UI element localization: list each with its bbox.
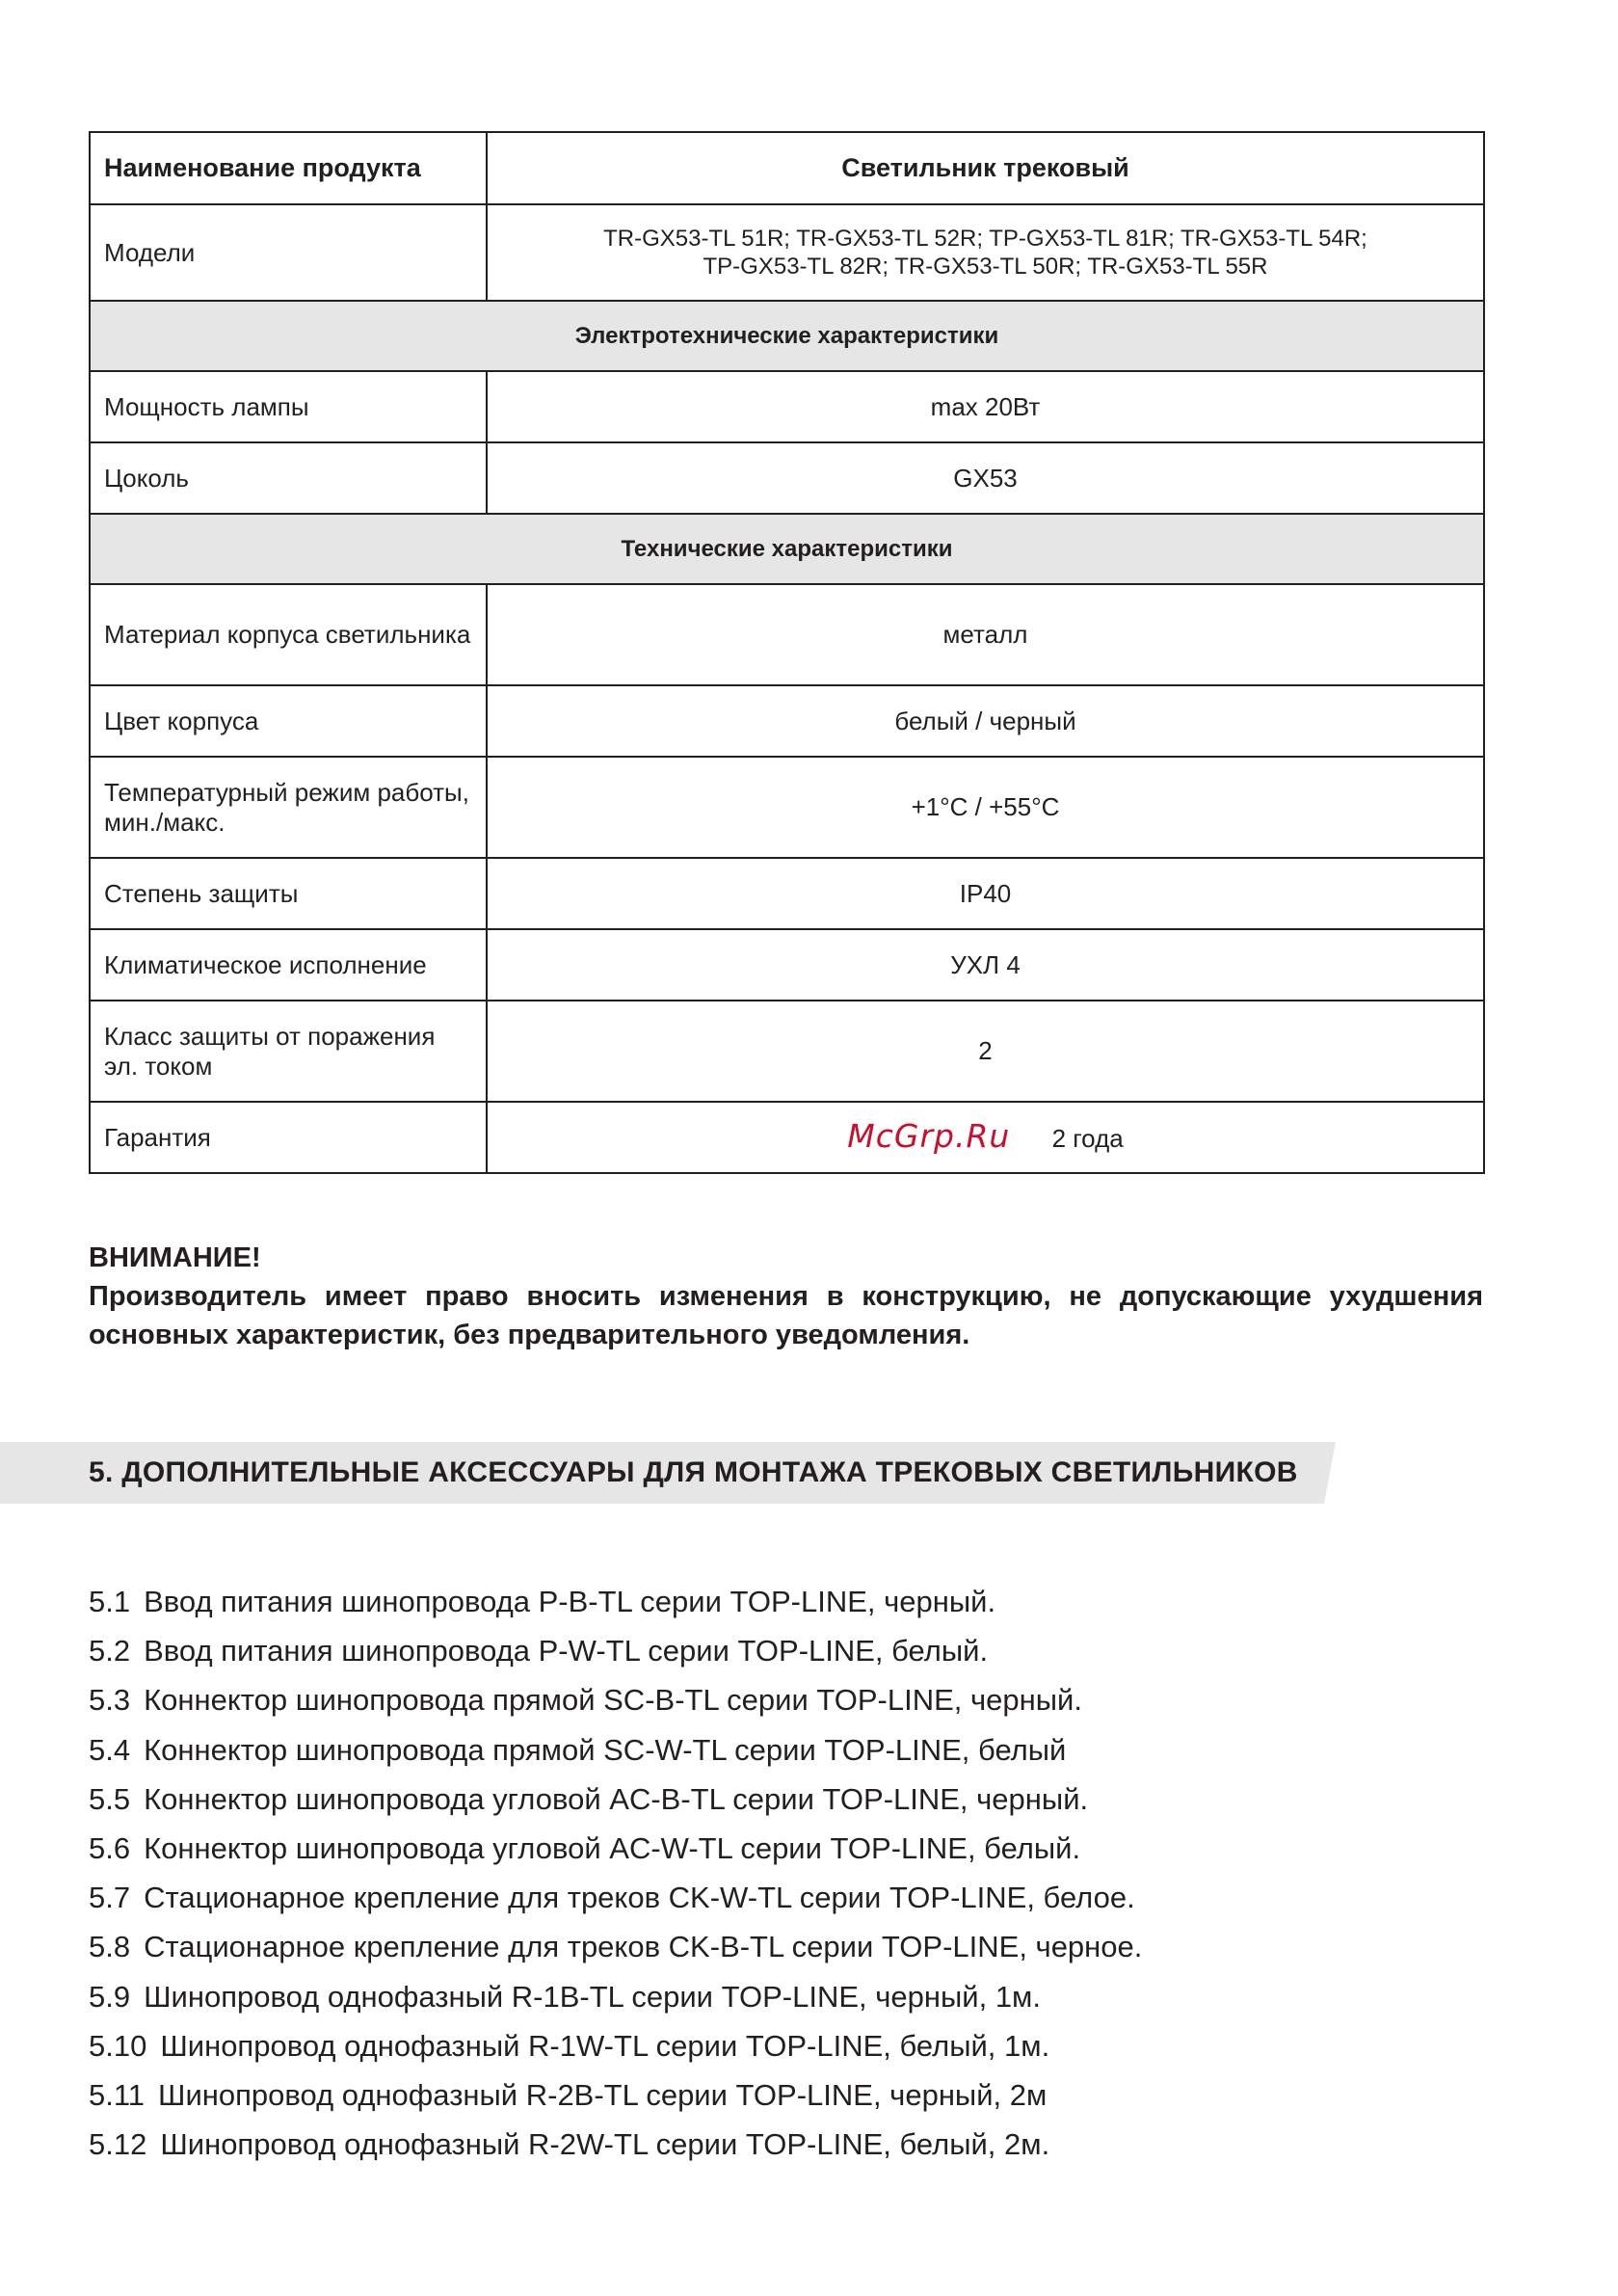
- warranty-label: Гарантия: [90, 1102, 487, 1173]
- table-row: [90, 442, 1484, 514]
- temperature-label: Температурный режим работы, мин./макс.: [90, 757, 487, 858]
- notice-text: Производитель имеет право вносить изменения в конструкцию, не допускающие ухудшения основных характеристик, без предварительного уведомления.: [89, 1281, 1483, 1350]
- table-row: [90, 1001, 1484, 1102]
- accessories-list: [89, 1577, 1142, 2169]
- models-label: Модели: [90, 204, 487, 301]
- models-line-2: TP-GX53-TL 82R; TR-GX53-TL 50R; TR-GX53-TL 55R: [703, 254, 1268, 280]
- list-item: [89, 1675, 1142, 1724]
- socket-label: Цоколь: [90, 442, 487, 514]
- item-text: Шинопровод однофазный R-1B-TL серии TOP-LINE, черный, 1м.: [144, 1979, 1041, 2014]
- item-text: Стационарное крепление для треков CK-W-TL серии TOP-LINE, белое.: [144, 1881, 1135, 1915]
- product-name-value: Светильник трековый: [487, 132, 1484, 204]
- protection-label: Степень защиты: [90, 858, 487, 929]
- item-number: 5.7: [89, 1881, 131, 1915]
- power-label: Мощность лампы: [90, 371, 487, 442]
- table-row: [90, 132, 1484, 204]
- item-text: Коннектор шинопровода угловой AC-B-TL серии TOP-LINE, черный.: [144, 1781, 1089, 1816]
- material-label: Материал корпуса светильника: [90, 584, 487, 685]
- shock-class-value: 2: [487, 1001, 1484, 1102]
- section-technical-title: Технические характеристики: [90, 514, 1484, 584]
- list-item: [89, 1775, 1142, 1824]
- item-number: 5.3: [89, 1683, 131, 1718]
- item-number: 5.11: [89, 2077, 146, 2112]
- item-text: Шинопровод однофазный R-1W-TL серии TOP-LINE, белый, 1м.: [160, 2028, 1050, 2063]
- list-item: [89, 2070, 1142, 2120]
- material-value: металл: [487, 584, 1484, 685]
- item-number: 5.2: [89, 1634, 131, 1669]
- item-text: Ввод питания шинопровода P-B-TL серии TOP-LINE, черный.: [144, 1585, 996, 1618]
- table-row: [90, 204, 1484, 301]
- watermark: McGrp.Ru: [847, 1117, 1011, 1155]
- list-item: [89, 1824, 1142, 1873]
- table-row: [90, 371, 1484, 442]
- notice-title: ВНИМАНИЕ!: [89, 1242, 261, 1273]
- socket-value: GX53: [487, 442, 1484, 514]
- item-text: Ввод питания шинопровода P-W-TL серии TOP-LINE, белый.: [144, 1634, 989, 1669]
- notice: [89, 1239, 1483, 1354]
- item-number: 5.5: [89, 1781, 131, 1816]
- item-number: 5.10: [89, 2028, 147, 2063]
- color-label: Цвет корпуса: [90, 685, 487, 757]
- list-item: [89, 1922, 1142, 1971]
- table-row: [90, 685, 1484, 757]
- power-value: max 20Вт: [487, 371, 1484, 442]
- table-row: [90, 757, 1484, 858]
- table-row: [90, 929, 1484, 1001]
- climate-value: УХЛ 4: [487, 929, 1484, 1001]
- list-item: [89, 1577, 1142, 1626]
- section-electrical-title: Электротехнические характеристики: [90, 301, 1484, 371]
- table-row: [90, 1102, 1484, 1173]
- warranty-value: 2 года: [1051, 1124, 1124, 1153]
- item-number: 5.8: [89, 1930, 131, 1964]
- models-value: [487, 204, 1484, 301]
- warranty-cell: [487, 1102, 1484, 1173]
- color-value: белый / черный: [487, 685, 1484, 757]
- item-text: Стационарное крепление для треков CK-B-TL серии TOP-LINE, черное.: [144, 1930, 1143, 1964]
- shock-class-label: Класс защиты от поражения эл. током: [90, 1001, 487, 1102]
- item-number: 5.12: [89, 2127, 147, 2162]
- list-item: [89, 1972, 1142, 2021]
- models-line-1: TR-GX53-TL 51R; TR-GX53-TL 52R; TP-GX53-TL 81R; TR-GX53-TL 54R;: [603, 226, 1367, 252]
- climate-label: Климатическое исполнение: [90, 929, 487, 1001]
- table-row: [90, 858, 1484, 929]
- list-item: [89, 1873, 1142, 1922]
- section-heading: 5. ДОПОЛНИТЕЛЬНЫЕ АКСЕССУАРЫ ДЛЯ МОНТАЖА ТРЕКОВЫХ СВЕТИЛЬНИКОВ: [89, 1456, 1298, 1488]
- item-text: Шинопровод однофазный R-2B-TL серии TOP-LINE, черный, 2м: [158, 2077, 1048, 2112]
- table-row: [90, 584, 1484, 685]
- list-item: [89, 1626, 1142, 1675]
- list-item: [89, 2021, 1142, 2070]
- list-item: [89, 1725, 1142, 1775]
- item-number: 5.4: [89, 1732, 131, 1767]
- item-text: Коннектор шинопровода угловой AC-W-TL серии TOP-LINE, белый.: [144, 1830, 1081, 1865]
- item-text: Коннектор шинопровода прямой SC-B-TL серии TOP-LINE, черный.: [144, 1683, 1082, 1718]
- item-number: 5.1: [89, 1585, 131, 1618]
- product-name-label: Наименование продукта: [90, 132, 487, 204]
- spec-table: [89, 131, 1485, 1174]
- item-number: 5.9: [89, 1979, 131, 2014]
- item-text: Коннектор шинопровода прямой SC-W-TL серии TOP-LINE, белый: [144, 1732, 1067, 1767]
- list-item: [89, 2120, 1142, 2169]
- item-number: 5.6: [89, 1830, 131, 1865]
- item-text: Шинопровод однофазный R-2W-TL серии TOP-LINE, белый, 2м.: [160, 2127, 1050, 2162]
- temperature-value: +1°C / +55°C: [487, 757, 1484, 858]
- table-section-row: [90, 301, 1484, 371]
- table-section-row: [90, 514, 1484, 584]
- protection-value: IP40: [487, 858, 1484, 929]
